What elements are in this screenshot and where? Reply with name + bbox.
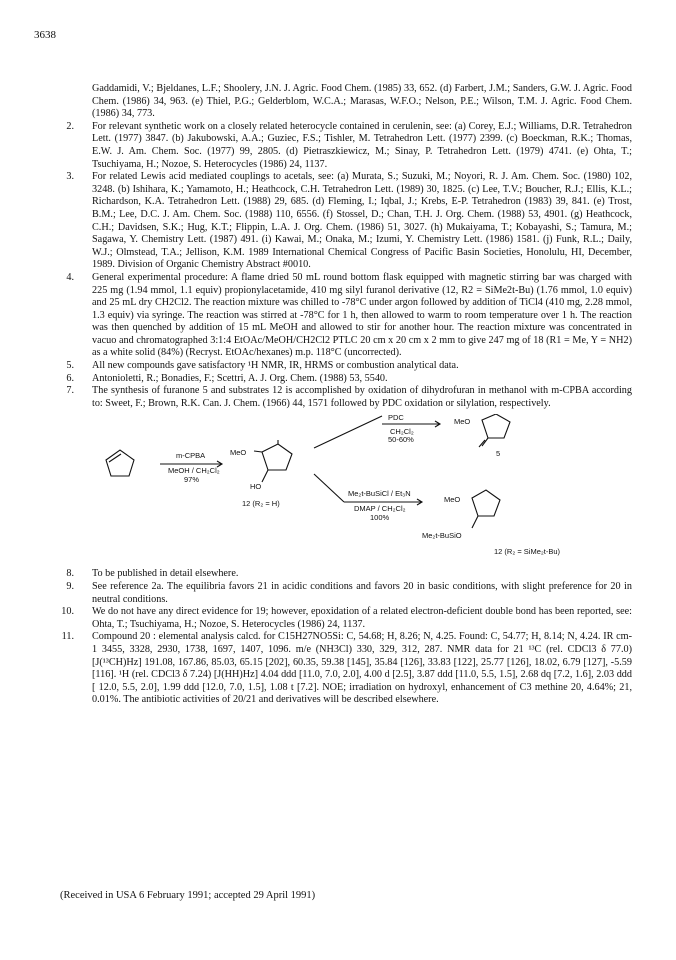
reference-8 xyxy=(60,568,632,581)
reference-number: 10. xyxy=(61,606,74,618)
arrow-silylation xyxy=(314,474,344,502)
dihydrofuran-structure xyxy=(106,450,134,476)
reference-text: Antonioletti, R.; Bonadies, F.; Scettri, A. J. Org. Chem. (1988) 53, 5540. xyxy=(92,372,388,384)
scheme-compound-5-label: 5 xyxy=(496,449,501,459)
reference-continuation xyxy=(60,83,632,121)
reference-number: 8. xyxy=(66,568,74,580)
reference-text: We do not have any direct evidence for 19; however, epoxidation of a related electron-deficient double bond has been reported, see: Ohta, T.; Tsuchiyama, H.; Nozoe, S. Heterocycles (1986) 24, 1137. xyxy=(92,606,632,630)
reference-4 xyxy=(60,272,632,360)
reference-text: For relevant synthetic work on a closely related heterocycle contained in cerulenin, see: (a) Corey, E.J.; Williams, D.R. Tetrahedron Lett. (1977) 3847. (b) Jakubowski, A.A.; Guziec, F.S.; Tishler, M. Tetrahedron Lett. (1977) 2399. (c) Boeckman, R.K.; Thomas, E.W. J. Am. Chem. Soc. (1977) 99, 2805. (d) Pietraszkiewicz, M.; Sinay, P. Tetrahedron Lett. (1979) 4741. (e) Ohta, T.; Tsuchiyama, H.; Nozoe, S. Heterocycles (1986) 24, 1137. xyxy=(92,120,632,170)
reference-2 xyxy=(60,121,632,171)
reference-text: Compound 20 : elemental analysis calcd. for C15H27NO5Si: C, 54.68; H, 8.26; N, 4.25. Found: C, 54.77; H, 8.14; N, 4.24. IR cm-1 3455, 3328, 2930, 1738, 1697, 1407, 1096. m/e (NH3Cl) 330, 329, 312, 287. NMR data for 21 ¹³C (rel. CDCl3 δ 77.0) [J(¹³CH)Hz] 191.08, 167.86, 85.03, 65.15 [202], 60.35, 59.38 [145], 35.84 [126], 33.83 [122], 25.77 [126], 18.02, 6.79 [127], -5.59 [116]. ¹H (rel. CDCl3 δ 7.24) [J(HH)Hz] 4.04 ddd [11.0, 7.0, 2.0], 4.00 d [2.5], 3.87 ddd [11.0, 5.5, 1.5], 2.68 dq [7.2, 1.6], 2.03 ddd [ 12.0, 5.5, 2.0], 1.99 ddd [12.0, 7.0, 1.5], 1.08 t [7.2]. NOE; irradiation on hydroxyl, enhancement of C3 methine 20, 4.64%; 21, 0.01%. The antibiotic activities of 20/21 and derivatives will be described elsewhere. xyxy=(92,631,632,706)
reference-7 xyxy=(60,385,632,410)
reference-number: 6. xyxy=(66,372,74,384)
scheme-reagent-mcpba: m-CPBA xyxy=(176,451,206,461)
reference-text: For related Lewis acid mediated couplings to acetals, see: (a) Murata, S.; Suzuki, M.; Noyori, R. J. Am. Chem. Soc. (1980) 102, 3248. (b) Ishihara, K.; Yamamoto, H.; Heathcock, C.H. Tetrahedron Lett. (1989) 30, 1825. (c) Lee, T.V.; Boucher, R.J.; Ellis, K.L.; Richardson, K.A. Tetrahedron Lett. (1988) 29, 685. (d) Fleming, I.; Iqbal, J.; Krebs, E-P. Tetrahedron (1983) 39, 841. (e) Trost, B.M.; Lee, D.C. J. Am. Chem. Soc. (1988) 110, 6556. (f) Stossel, D.; Chan, T.H. J. Org. Chem. (1988) 53, 4901. (g) Heathcock, C.H.; Davidsen, S.K.; Hug, K.T.; Flippin, L.A. J. Org. Chem. (1986) 51, 3027. (h) Mukaiyama, T.; Kobayashi, S.; Tamura, M.; Sagawa, Y. Chemistry Lett. (1987) 491. (i) Kawai, M.; Onaka, M.; Izumi, Y. Chemistry Lett. (1986) 1581. (j) Funk, R.L.; Daily, W.J.; Olmstead, T.A.; Jellison, K.M. 1989 International Chemical Congress of Pacific Basin Societies, Honolulu, HI, December, 1989. Division of Organic Chemistry Abstract #0010. xyxy=(92,171,632,271)
scheme-reagent-dmap: DMAP / CH₂Cl₂ xyxy=(354,504,406,514)
reference-10 xyxy=(60,606,632,631)
references-list xyxy=(60,83,632,707)
reference-number: 3. xyxy=(66,171,74,183)
scheme-lower-silyl: Me₂t-BuSiO xyxy=(422,531,462,541)
page-number: 3638 xyxy=(34,29,56,41)
reaction-scheme-diagram xyxy=(92,414,632,564)
reference-number: 4. xyxy=(66,271,74,283)
scheme-yield-lower: 100% xyxy=(370,513,390,523)
scheme-lower-label: 12 (R₂ = SiMe₂t-Bu) xyxy=(494,547,561,557)
reference-9 xyxy=(60,581,632,606)
reference-11 xyxy=(60,631,632,707)
reference-text: Gaddamidi, V.; Bjeldanes, L.F.; Shoolery, J.N. J. Agric. Food Chem. (1985) 33, 652. (d) Farbert, J.M.; Sanders, G.W. J. Agric. Food Chem. (1986) 34, 963. (e) Thiel, P.G.; Gelderblom, W.C.A.; Marasas, W.F.O.; Nelson, P.E.; Wilson, T.M. J. Agric. Food Chem. (1986) 34, 773. xyxy=(92,83,632,120)
reference-text: See reference 2a. The equilibria favors 21 in acidic conditions and favors 20 in basic conditions, with slight preference for 20 in neutral conditions. xyxy=(92,581,632,605)
reference-text: To be published in detail elsewhere. xyxy=(92,568,239,580)
reference-6 xyxy=(60,373,632,386)
reference-number: 2. xyxy=(66,120,74,132)
scheme-solvent-ch2cl2: CH₂Cl₂ xyxy=(390,427,414,437)
scheme-meo-label: MeO xyxy=(230,448,247,458)
reference-number: 9. xyxy=(66,581,74,593)
reference-text: General experimental procedure: A flame dried 50 mL round bottom flask equipped with magnetic stirring bar was charged with 225 mg (1.94 mmol, 1.1 equiv) propionylacetamide, 410 mg silyl furanol derivative (12, R2 = SiMe2t-Bu) (1.76 mmol, 1.0 equiv) and 25 mL dry CH2Cl2. The reaction mixture was chilled to -78°C under argon followed by addition of TiCl4 (410 mg, 2.28 mmol, 1.3 equiv) via syringe. The reaction was stirred at -78°C for 1 h, then allowed to warm to room temperature over 1 h. The reaction was then quenched by addition of 15 mL MeOH and allowed to stir for another hour. The reaction mixture was concentrated in vacuo and chromatographed 3:1:4 EtOAc/MeOH/CH2Cl2 PTLC 20 cm x 20 cm x 2 mm to give 247 mg of 18 (R1 = Me, Y = NH2) as a white solid (84%) (Recryst. EtOAc/hexanes) m.p. 118°C (uncorrected). xyxy=(92,271,632,359)
intermediate-12-structure xyxy=(254,440,292,482)
reference-text: The synthesis of furanone 5 and substrates 12 is accomplished by oxidation of dihydrofuran in methanol with m-CPBA according to: Sweet, F.; Brown, R.K. Can. J. Chem. (1966) 44, 1571 followed by PDC oxidation or silylation, respectively. xyxy=(92,385,632,409)
reference-number: 7. xyxy=(66,385,74,397)
scheme-upper-meo: MeO xyxy=(454,417,471,427)
received-date: (Received in USA 6 February 1991; accepted 29 April 1991) xyxy=(60,890,316,901)
reference-number: 5. xyxy=(66,360,74,372)
reference-text: All new compounds gave satisfactory ¹H NMR, IR, HRMS or combustion analytical data. xyxy=(92,360,459,372)
reaction-scheme xyxy=(92,414,632,564)
arrow-pdc xyxy=(314,416,382,448)
scheme-reagent-pdc: PDC xyxy=(388,414,404,423)
furanone-5-structure xyxy=(479,414,510,447)
silyl-ether-12-structure xyxy=(472,490,500,528)
scheme-intermediate-label: 12 (R₂ = H) xyxy=(242,499,280,509)
reference-number: 11. xyxy=(61,631,74,643)
scheme-lower-meo: MeO xyxy=(444,495,461,505)
scheme-yield-1: 97% xyxy=(184,475,200,485)
reference-5 xyxy=(60,360,632,373)
reference-3 xyxy=(60,171,632,272)
scheme-reagent-silyl: Me₂t-BuSiCl / Et₃N xyxy=(348,489,411,499)
scheme-ho-label: HO xyxy=(250,482,262,492)
scheme-solvent-meoh: MeOH / CH₂Cl₂ xyxy=(168,466,220,476)
scheme-yield-upper: 50-60% xyxy=(388,435,414,445)
